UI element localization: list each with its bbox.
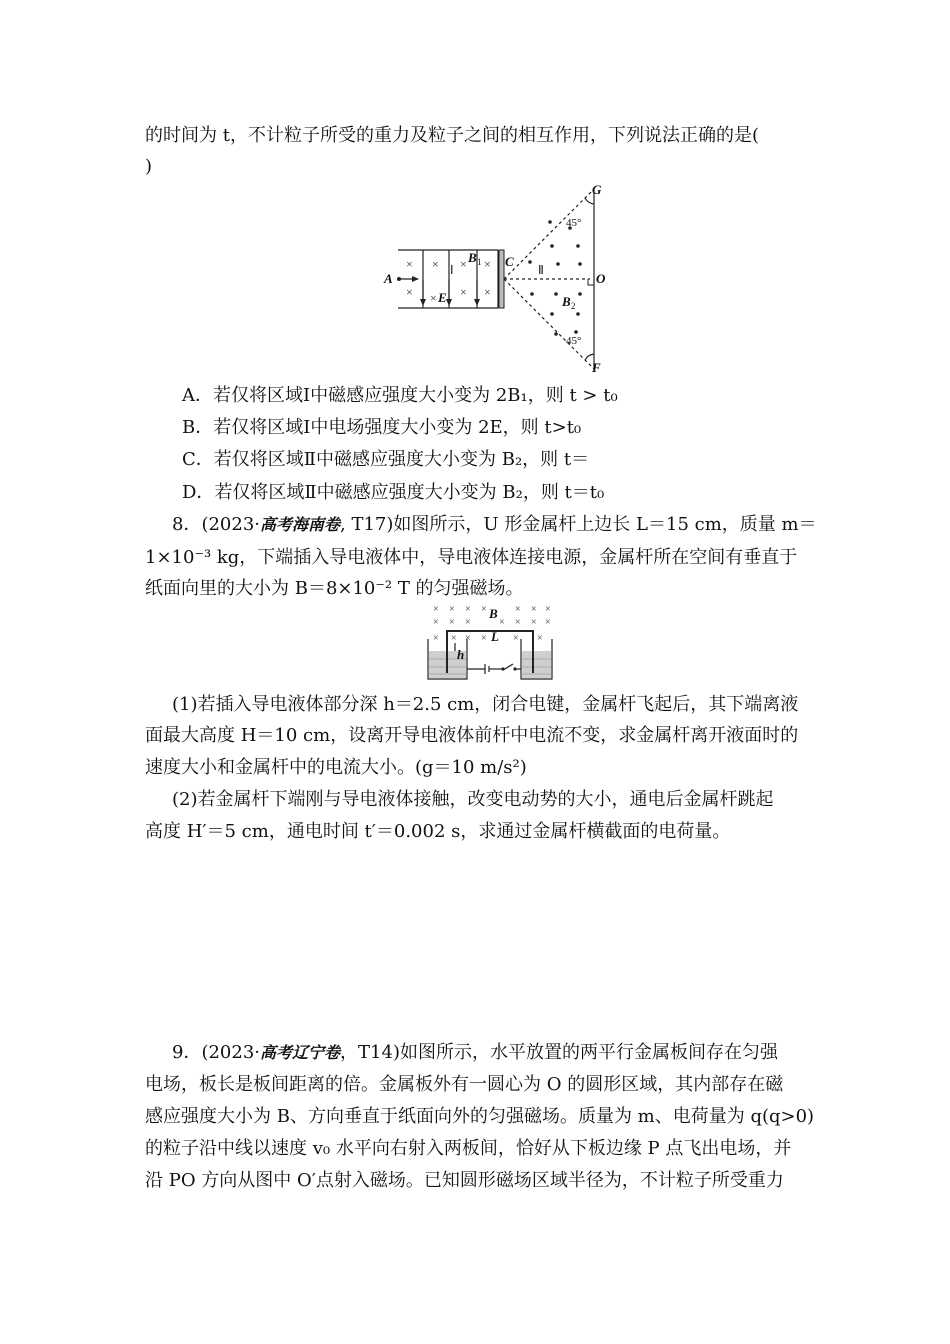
q9-line-1-text: 如图所示，水平放置的两平行金属板间存在匀强 <box>399 1042 778 1063</box>
q9-line-2: 电场，板长是板间距离的倍。金属板外有一圆心为 O 的圆形区域，其内部存在磁 <box>145 1074 784 1095</box>
figure-fields-regions <box>380 182 610 374</box>
label-E: E <box>438 290 447 305</box>
label-L: L <box>491 629 499 644</box>
q8-part1-line-1: (1)若插入导电液体部分深 h＝2.5 cm，闭合电键，金属杆飞起后，其下端离液 <box>172 694 799 715</box>
cross-mark: × <box>430 291 437 305</box>
cross-mark: × <box>451 633 457 644</box>
cross-mark: × <box>406 285 413 299</box>
option-B <box>182 416 581 440</box>
cross-mark: × <box>515 604 521 615</box>
label-angle-top: 45° <box>566 217 582 229</box>
q8-line-3: 纸面向里的大小为 B＝8×10⁻² T 的匀强磁场。 <box>145 578 524 599</box>
cross-mark: × <box>513 633 519 644</box>
label-F: F <box>592 360 601 374</box>
cross-mark: × <box>460 257 467 271</box>
option-text: 若仅将区域Ⅱ中磁感应强度大小变为 B₂，则 t＝ <box>213 449 590 470</box>
option-text: 若仅将区域Ⅰ中电场强度大小变为 2E，则 t>t₀ <box>213 417 582 438</box>
label-region-1: Ⅰ <box>450 263 454 277</box>
q9-source: 高考辽宁卷 <box>260 1043 341 1062</box>
label-region-2: Ⅱ <box>538 263 544 277</box>
cross-mark: × <box>499 617 505 628</box>
q8-number: 8． <box>172 514 202 535</box>
q8-source-year: (2023· <box>201 514 261 535</box>
cross-mark: × <box>465 617 471 628</box>
q9-line-1 <box>172 1041 778 1065</box>
q8-part2-line-1: (2)若金属杆下端刚与导电液体接触，改变电动势的大小，通电后金属杆跳起 <box>172 789 774 810</box>
cross-mark: × <box>432 257 439 271</box>
option-label: A． <box>182 385 213 406</box>
cross-mark: × <box>531 604 537 615</box>
q8-line-1-text: 如图所示，U 形金属杆上边长 L＝15 cm，质量 m＝ <box>393 514 817 535</box>
q9-line-3: 感应强度大小为 B、方向垂直于纸面向外的匀强磁场。质量为 m、电荷量为 q(q>0) <box>145 1106 815 1127</box>
label-G: G <box>592 182 602 197</box>
option-label: C． <box>182 449 214 470</box>
q9-source-tail: ，T14) <box>340 1042 400 1063</box>
option-A <box>182 384 618 408</box>
option-C <box>182 448 589 472</box>
q8-source-tail: , T17) <box>340 514 394 535</box>
intro-line-2: ) <box>145 156 153 177</box>
q8-source: 高考海南卷 <box>260 515 341 534</box>
label-B2-sub: 2 <box>571 301 576 311</box>
q8-line-2: 1×10⁻³ kg，下端插入导电液体中，导电液体连接电源，金属杆所在空间有垂直于 <box>145 547 798 568</box>
label-O: O <box>596 271 606 286</box>
option-label: B． <box>182 417 214 438</box>
cross-mark: × <box>481 604 487 615</box>
label-B2: B <box>562 294 571 309</box>
cross-mark: × <box>515 617 521 628</box>
option-D <box>182 481 604 505</box>
label-h: h <box>457 647 465 662</box>
q8-part1-line-2: 面最大高度 H＝10 cm，设离开导电液体前杆中电流不变，求金属杆离开液面时的 <box>145 725 799 746</box>
cross-mark: × <box>484 257 491 271</box>
q9-number: 9． <box>172 1042 202 1063</box>
option-text: 若仅将区域Ⅰ中磁感应强度大小变为 2B₁，则 t > t₀ <box>213 385 618 406</box>
cross-mark: × <box>465 604 471 615</box>
cross-mark: × <box>433 617 439 628</box>
cross-mark: × <box>545 604 551 615</box>
label-C: C <box>505 254 514 269</box>
q8-part2-line-2: 高度 H′＝5 cm，通电时间 t′＝0.002 s，求通过金属杆横截面的电荷量。 <box>145 821 731 842</box>
q9-line-5: 沿 PO 方向从图中 O′点射入磁场。已知圆形磁场区域半径为，不计粒子所受重力 <box>145 1170 784 1191</box>
option-text: 若仅将区域Ⅱ中磁感应强度大小变为 B₂，则 t＝t₀ <box>214 482 605 503</box>
label-A: A <box>384 271 393 286</box>
cross-mark: × <box>449 604 455 615</box>
cross-mark: × <box>460 285 467 299</box>
q9-line-4: 的粒子沿中线以速度 v₀ 水平向右射入两板间，恰好从下板边缘 P 点飞出电场，并 <box>145 1138 792 1159</box>
label-B: B <box>489 606 498 621</box>
label-B1: B <box>468 250 477 265</box>
figure-u-rod <box>425 603 555 683</box>
q9-source-year: (2023· <box>201 1042 261 1063</box>
cross-mark: × <box>449 617 455 628</box>
q8-line-1 <box>172 513 817 537</box>
cross-mark: × <box>433 604 439 615</box>
cross-mark: × <box>433 633 439 644</box>
q8-part1-line-3: 速度大小和金属杆中的电流大小。(g＝10 m/s²) <box>145 757 527 778</box>
cross-mark: × <box>531 617 537 628</box>
label-angle-bottom: 45° <box>566 335 582 347</box>
cross-mark: × <box>465 633 471 644</box>
cross-mark: × <box>481 633 487 644</box>
cross-mark: × <box>537 633 543 644</box>
cross-mark: × <box>545 617 551 628</box>
cross-mark: × <box>484 285 491 299</box>
intro-line-1: 的时间为 t，不计粒子所受的重力及粒子之间的相互作用，下列说法正确的是( <box>145 125 759 146</box>
label-B1-sub: 1 <box>477 257 482 267</box>
cross-mark: × <box>406 257 413 271</box>
option-label: D． <box>182 482 215 503</box>
